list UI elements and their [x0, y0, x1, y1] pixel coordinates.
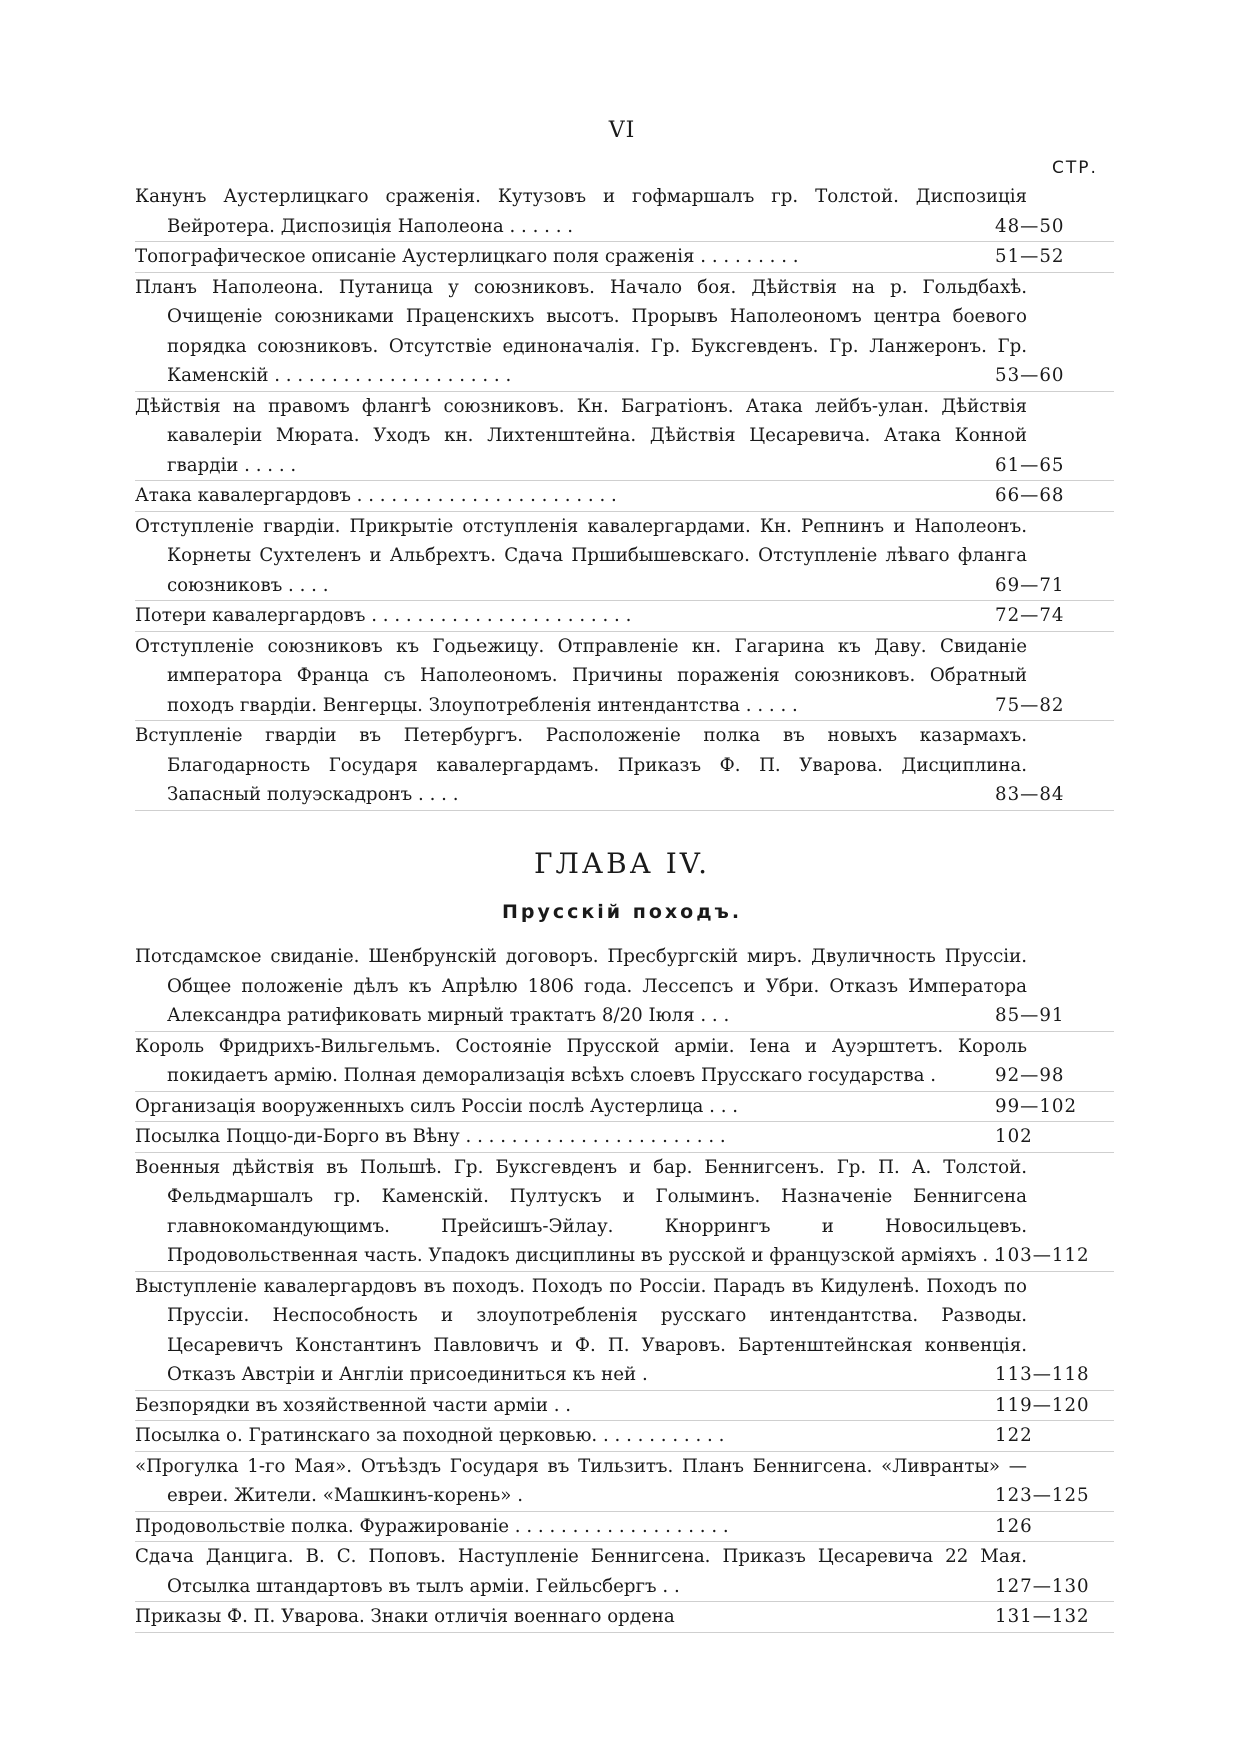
toc-entry-text: Дѣйствія на правомъ флангѣ союзниковъ. Кн. Багратіонъ. Атака лейбъ-улан. Дѣйствія кавалеріи Мюрата. Уходъ кн. Лихтенштейна. Дѣйствія Цесаревича. Атака Конной гвардіи . . . . . — [135, 395, 1027, 476]
toc-entry-pages: 69—71 — [995, 574, 1065, 596]
chapter-subtitle: Прусскій походъ. — [501, 901, 743, 923]
toc-entry-pages: 48—50 — [995, 215, 1065, 237]
toc-entry-text: Вступленіе гвардіи въ Петербургъ. Расположеніе полка въ новыхъ казармахъ. Благодарность Государя кавалергардамъ. Приказъ Ф. П. Уварова. Дисциплина. Запасный полуэскадронъ . . . . — [135, 725, 1027, 805]
toc-entry-text: Отступленіе союзниковъ къ Годьежицу. Отправленіе кн. Гагарина къ Даву. Свиданіе императора Франца съ Наполеономъ. Причины пораженія союзниковъ. Обратный походъ гвардіи. Венгерцы. Злоупотребленія интендантства . . . . . — [135, 635, 1027, 716]
toc-entry-text: Канунъ Аустерлицкаго сраженія. Кутузовъ и гофмаршалъ гр. Толстой. Диспозиція Вейротера. Диспозиція Наполеона . . . . . . — [135, 186, 1027, 237]
toc-entry-text: Организація вооруженныхъ силъ Россіи послѣ Аустерлица . . . — [135, 1095, 739, 1117]
toc-entry-pages: 75—82 — [995, 694, 1065, 716]
toc-entry-text: Атака кавалергардовъ . . . . . . . . . . . . . . . . . . . . . . . — [135, 485, 617, 506]
toc-entry-text: Потери кавалергардовъ . . . . . . . . . . . . . . . . . . . . . . . — [135, 605, 632, 626]
chapter-title: ГЛАВА IV. — [533, 847, 711, 880]
toc-entry-pages: 66—68 — [995, 485, 1065, 506]
toc-entry-text: Топографическое описаніе Аустерлицкаго поля сраженія . . . . . . . . . — [135, 246, 799, 267]
toc-entry-pages: 92—98 — [995, 1065, 1065, 1086]
toc-entry — [135, 1421, 1114, 1452]
toc-entry-text: Приказы Ф. П. Уварова. Знаки отличія военнаго ордена — [135, 1606, 675, 1627]
toc-entry — [135, 1452, 1114, 1512]
toc-entry — [135, 942, 1114, 1032]
toc-entry-text: Потсдамское свиданіе. Шенбрунскій договоръ. Пресбургскій миръ. Двуличность Пруссіи. Общее положеніе дѣлъ къ Апрѣлю 1806 года. Лессепсъ и Убри. Отказъ Императора Александра ратификовать мирный трактатъ 8/20 Іюля . . . — [135, 946, 1027, 1026]
toc-entry — [135, 721, 1114, 811]
toc-entry-pages: 127—130 — [995, 1575, 1090, 1597]
toc-entry-text: Посылка о. Гратинскаго за походной церковью. . . . . . . . . . . . — [135, 1425, 725, 1446]
toc-entry — [135, 1122, 1114, 1153]
toc-entry-text: Посылка Поццо-ди-Борго въ Вѣну . . . . . . . . . . . . . . . . . . . . . . . — [135, 1126, 726, 1147]
toc-entry — [135, 632, 1114, 722]
toc-entry-pages: 99—102 — [995, 1095, 1078, 1117]
toc-entry-pages: 131—132 — [995, 1606, 1090, 1627]
toc-entry-pages: 61—65 — [995, 454, 1065, 476]
toc-entry-pages: 72—74 — [995, 605, 1065, 626]
toc-entry-text: Король Фридрихъ-Вильгельмъ. Состояніе Прусской арміи. Іена и Ауэрштетъ. Король покидаетъ армію. Полная деморализація всѣхъ слоевъ Прусскаго государства . — [135, 1035, 1027, 1086]
toc-entry — [135, 512, 1114, 602]
toc-entry-text: Военныя дѣйствія въ Польшѣ. Гр. Буксгевденъ и бар. Беннигсенъ. Гр. П. А. Толстой. Фельдмаршалъ гр. Каменскій. Пултускъ и Голыминъ. Назначеніе Беннигсена главнокомандующимъ. Прейсишъ-Эйлау. Кноррингъ и Новосильцевъ. Продовольственная часть. Упадокъ дисциплины въ русской и французской арміяхъ . . — [135, 1156, 1027, 1266]
toc-entry — [135, 1512, 1114, 1543]
toc-entry — [135, 273, 1114, 392]
toc-entry — [135, 1391, 1114, 1422]
page-number: VI — [608, 118, 636, 143]
toc-entry-pages: 123—125 — [995, 1485, 1090, 1506]
toc-entry-text: Планъ Наполеона. Путаница у союзниковъ. Начало боя. Дѣйствія на р. Гольдбахѣ. Очищеніе союзниками Праценскихъ высотъ. Прорывъ Наполеономъ центра боевого порядка союзниковъ. Отсутствіе единоначалія. Гр. Буксгевденъ. Гр. Ланжеронъ. Гр. Каменскій . . . . . . . . . . . . . . . . . . . . . — [135, 276, 1027, 386]
toc-entry-pages: 113—118 — [995, 1364, 1090, 1385]
toc-entry-pages: 53—60 — [995, 365, 1065, 386]
toc-entry-pages: 126 — [995, 1515, 1033, 1537]
toc-entry-pages: 119—120 — [995, 1394, 1090, 1416]
toc-entry — [135, 1602, 1114, 1633]
toc-entry-pages: 83—84 — [995, 784, 1065, 805]
toc-entry-text: Отступленіе гвардіи. Прикрытіе отступленія кавалергардами. Кн. Репнинъ и Наполеонъ. Корнеты Сухтеленъ и Альбрехтъ. Сдача Пршибышевскаго. Отступленіе лѣваго фланга союзниковъ . . . . — [135, 515, 1027, 596]
toc-entry-text: «Прогулка 1-го Мая». Отъѣздъ Государя въ Тильзитъ. Планъ Беннигсена. «Ливранты» — евреи. Жители. «Машкинъ-корень» . — [135, 1455, 1027, 1506]
toc-entry-pages: 102 — [995, 1126, 1033, 1147]
toc-section-chapter-4 — [0, 942, 1244, 1633]
toc-entry-pages: 85—91 — [995, 1005, 1065, 1026]
toc-entry-text: Выступленіе кавалергардовъ въ походъ. Походъ по Россіи. Парадъ въ Кидуленѣ. Походъ по Пруссіи. Неспособность и злоупотребленія русскаго интендантства. Разводы. Цесаревичъ Константинъ Павловичъ и Ф. П. Уваровъ. Бартенштейнская конвенція. Отказъ Австріи и Англіи присоединиться къ ней . — [135, 1275, 1027, 1385]
toc-entry — [135, 1032, 1114, 1092]
toc-entry — [135, 1272, 1114, 1391]
toc-entry — [135, 481, 1114, 512]
toc-entry — [135, 392, 1114, 482]
toc-entry — [135, 1542, 1114, 1602]
pages-column-header: СТР. — [1052, 158, 1098, 178]
toc-entry — [135, 601, 1114, 632]
toc-entry-pages: 51—52 — [995, 246, 1065, 267]
toc-entry-text: Продовольствіе полка. Фуражированіе . . . . . . . . . . . . . . . . . . . — [135, 1515, 729, 1537]
toc-entry — [135, 1092, 1114, 1123]
toc-entry-pages: 103—112 — [995, 1245, 1090, 1266]
toc-entry-pages: 122 — [995, 1425, 1033, 1446]
toc-entry — [135, 182, 1114, 242]
toc-section-chapter-3-continued — [0, 182, 1244, 811]
toc-entry — [135, 242, 1114, 273]
toc-entry-text: Безпорядки въ хозяйственной части арміи . . — [135, 1394, 572, 1416]
toc-entry — [135, 1153, 1114, 1272]
toc-entry-text: Сдача Данцига. В. С. Поповъ. Наступленіе Беннигсена. Приказъ Цесаревича 22 Мая. Отсылка штандартовъ въ тылъ арміи. Гейльсбергъ . . — [135, 1546, 1027, 1597]
